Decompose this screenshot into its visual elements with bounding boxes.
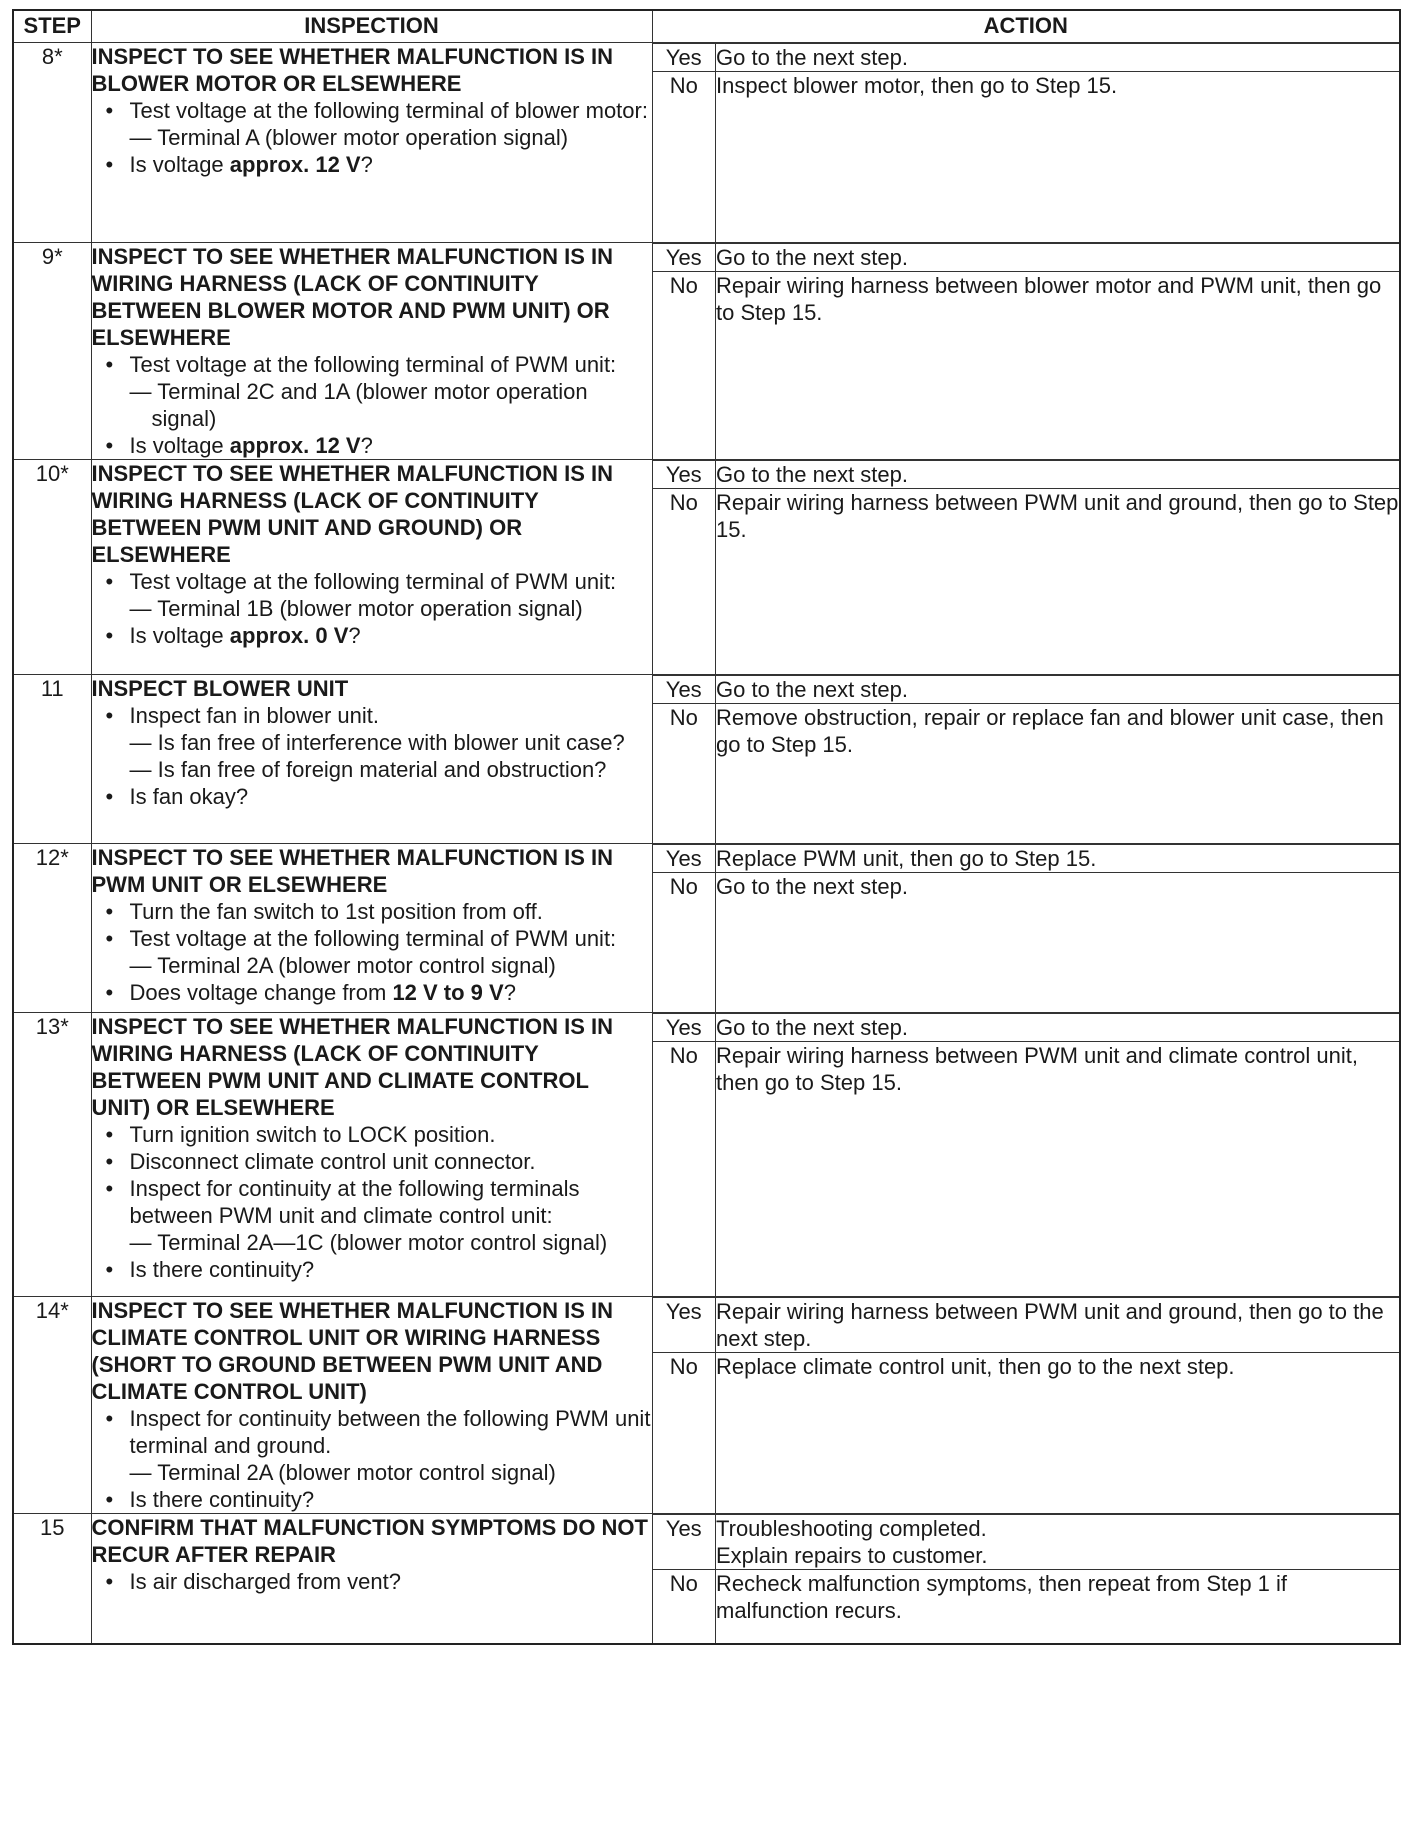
yes-action (716, 1515, 1400, 1570)
sub-item (92, 1229, 652, 1256)
no-label: No (653, 1042, 716, 1297)
yes-label: Yes (653, 1014, 716, 1042)
inspection-title: INSPECT TO SEE WHETHER MALFUNCTION IS IN PWM UNIT OR ELSEWHERE (91, 845, 614, 897)
sub-item (92, 729, 652, 756)
yes-action (716, 845, 1400, 873)
inspection-cell (91, 1514, 652, 1645)
yes-row (653, 676, 1400, 704)
bullet-emphasis: approx. 12 V (229, 152, 361, 177)
inspection-title: INSPECT TO SEE WHETHER MALFUNCTION IS IN WIRING HARNESS (LACK OF CONTINUITY BETWEEN PWM UNIT AND CLIMATE CONTROL UNIT) OR ELSEWHERE (91, 1014, 614, 1120)
result-cell (652, 1514, 1400, 1645)
action-header: ACTION (652, 10, 1400, 43)
bullet-item: • Test voltage at the following terminal of blower motor: (92, 97, 652, 124)
no-row (653, 1570, 1400, 1644)
bullet-item: • Test voltage at the following terminal of PWM unit: (92, 925, 652, 952)
no-row (653, 72, 1400, 243)
result-cell (652, 460, 1400, 675)
yes-row (653, 461, 1400, 489)
inspection-title: CONFIRM THAT MALFUNCTION SYMPTOMS DO NOT RECUR AFTER REPAIR (91, 1515, 648, 1567)
yes-action-text: Go to the next step. (716, 245, 909, 270)
table-row (13, 243, 1400, 460)
yes-row (653, 1298, 1400, 1353)
yes-row (653, 845, 1400, 873)
bullet-item: • Is air discharged from vent? (92, 1568, 652, 1595)
step-number: 9* (13, 243, 91, 460)
bullet-text: Is voltage (129, 623, 230, 648)
diagnostic-table (12, 9, 1401, 1645)
step-number: 14* (13, 1297, 91, 1514)
bullet-text: Is voltage (129, 152, 230, 177)
step-number: 13* (13, 1013, 91, 1297)
yes-row (653, 244, 1400, 272)
bullet-item: • Turn the fan switch to 1st position from off. (92, 898, 652, 925)
bullet-item: • Inspect for continuity at the following terminals between PWM unit and climate control unit: (92, 1175, 652, 1229)
result-table (653, 243, 1400, 459)
bullet-emphasis: approx. 0 V (229, 623, 349, 648)
inspection-header: INSPECTION (91, 10, 652, 43)
step-number: 11 (13, 675, 91, 844)
sub-item (92, 952, 652, 979)
bullet-emphasis: 12 V to 9 V (392, 980, 504, 1005)
yes-action-text-2: Explain repairs to customer. (716, 1543, 988, 1568)
header-row (13, 10, 1400, 43)
step-number: 10* (13, 460, 91, 675)
no-label: No (653, 1353, 716, 1514)
step-header: STEP (13, 10, 91, 43)
result-table (653, 43, 1400, 242)
yes-action-text: Go to the next step. (716, 45, 909, 70)
yes-label: Yes (653, 1515, 716, 1570)
yes-action-text: Go to the next step. (716, 462, 909, 487)
no-action: Repair wiring harness between blower motor and PWM unit, then go to Step 15. (716, 272, 1400, 460)
bullet-item (92, 622, 652, 649)
no-label: No (653, 873, 716, 1013)
no-row (653, 1353, 1400, 1514)
result-cell (652, 43, 1400, 243)
bullet-item: • Is there continuity? (92, 1486, 652, 1513)
inspection-title: INSPECT TO SEE WHETHER MALFUNCTION IS IN CLIMATE CONTROL UNIT OR WIRING HARNESS (SHORT TO GROUND BETWEEN PWM UNIT AND CLIMATE CONTROL UNIT) (91, 1298, 614, 1404)
yes-action-text: Troubleshooting completed. (716, 1516, 987, 1541)
inspection-cell (91, 460, 652, 675)
table-row (13, 844, 1400, 1013)
bullet-text: ? (503, 980, 516, 1005)
no-row (653, 489, 1400, 675)
result-table (653, 1013, 1400, 1296)
bullet-text: ? (360, 433, 373, 458)
no-label: No (653, 72, 716, 243)
no-row (653, 704, 1400, 844)
bullet-item: • Is there continuity? (92, 1256, 652, 1283)
bullet-item: • Test voltage at the following terminal of PWM unit: (92, 351, 652, 378)
inspection-title: INSPECT TO SEE WHETHER MALFUNCTION IS IN WIRING HARNESS (LACK OF CONTINUITY BETWEEN PWM UNIT AND GROUND) OR ELSEWHERE (91, 461, 614, 567)
bullet-text: Does voltage change from (129, 980, 393, 1005)
yes-row (653, 44, 1400, 72)
no-label: No (653, 704, 716, 844)
bullet-item (92, 979, 652, 1006)
no-action: Inspect blower motor, then go to Step 15. (716, 72, 1400, 243)
result-table (653, 844, 1400, 1012)
result-cell (652, 1297, 1400, 1514)
inspection-title: INSPECT TO SEE WHETHER MALFUNCTION IS IN WIRING HARNESS (LACK OF CONTINUITY BETWEEN BLOWER MOTOR AND PWM UNIT) OR ELSEWHERE (91, 244, 614, 350)
bullet-emphasis: approx. 12 V (229, 433, 361, 458)
inspection-cell (91, 1013, 652, 1297)
result-table (653, 460, 1400, 674)
bullet-text: ? (348, 623, 361, 648)
result-cell (652, 1013, 1400, 1297)
sub-item (92, 1459, 652, 1486)
yes-action (716, 244, 1400, 272)
yes-label: Yes (653, 244, 716, 272)
bullet-item: • Test voltage at the following terminal of PWM unit: (92, 568, 652, 595)
bullet-item: • Disconnect climate control unit connector. (92, 1148, 652, 1175)
yes-label: Yes (653, 676, 716, 704)
table-row (13, 675, 1400, 844)
yes-label: Yes (653, 44, 716, 72)
bullet-item: • Inspect for continuity between the following PWM unit terminal and ground. (92, 1405, 652, 1459)
result-table (653, 675, 1400, 843)
yes-action (716, 44, 1400, 72)
inspection-cell (91, 1297, 652, 1514)
yes-action-text: Repair wiring harness between PWM unit and ground, then go to the next step. (716, 1299, 1384, 1351)
yes-label: Yes (653, 845, 716, 873)
inspection-cell (91, 43, 652, 243)
yes-action-text: Replace PWM unit, then go to Step 15. (716, 846, 1097, 871)
bullet-text: Is voltage (129, 433, 230, 458)
yes-label: Yes (653, 461, 716, 489)
yes-action (716, 461, 1400, 489)
sub-item-text: — Terminal 2C and 1A (blower motor operation signal) (129, 379, 588, 431)
result-cell (652, 675, 1400, 844)
table-row (13, 1297, 1400, 1514)
no-row (653, 272, 1400, 460)
no-label: No (653, 489, 716, 675)
yes-action (716, 676, 1400, 704)
sub-item (92, 756, 652, 783)
no-row (653, 873, 1400, 1013)
yes-action (716, 1298, 1400, 1353)
yes-action-text: Go to the next step. (716, 677, 909, 702)
bullet-item: • Is fan okay? (92, 783, 652, 810)
sub-item-text: — Terminal A (blower motor operation signal) (129, 125, 569, 150)
bullet-item: • Inspect fan in blower unit. (92, 702, 652, 729)
no-action: Recheck malfunction symptoms, then repeat from Step 1 if malfunction recurs. (716, 1570, 1400, 1644)
step-number: 12* (13, 844, 91, 1013)
table-row (13, 43, 1400, 243)
no-action: Go to the next step. (716, 873, 1400, 1013)
yes-action (716, 1014, 1400, 1042)
bullet-item (92, 432, 652, 459)
bullet-text: ? (360, 152, 373, 177)
step-number: 8* (13, 43, 91, 243)
yes-label: Yes (653, 1298, 716, 1353)
table-row (13, 1514, 1400, 1645)
no-label: No (653, 1570, 716, 1644)
result-table (653, 1514, 1400, 1643)
sub-item (92, 378, 652, 432)
no-action: Remove obstruction, repair or replace fan and blower unit case, then go to Step 15. (716, 704, 1400, 844)
sub-item-text: — Terminal 2A (blower motor control signal) (129, 1460, 556, 1485)
inspection-cell (91, 844, 652, 1013)
result-table (653, 1297, 1400, 1513)
inspection-title: INSPECT BLOWER UNIT (91, 676, 349, 701)
table-row (13, 460, 1400, 675)
bullet-item (92, 151, 652, 178)
inspection-title: INSPECT TO SEE WHETHER MALFUNCTION IS IN BLOWER MOTOR OR ELSEWHERE (91, 44, 614, 96)
sub-item-text: — Is fan free of interference with blower unit case? (129, 730, 625, 755)
yes-action-text: Go to the next step. (716, 1015, 909, 1040)
yes-row (653, 1014, 1400, 1042)
no-action: Replace climate control unit, then go to the next step. (716, 1353, 1400, 1514)
sub-item-text: — Terminal 1B (blower motor operation signal) (129, 596, 583, 621)
inspection-cell (91, 243, 652, 460)
table-row (13, 1013, 1400, 1297)
result-cell (652, 243, 1400, 460)
sub-item-text: — Terminal 2A—1C (blower motor control signal) (129, 1230, 608, 1255)
sub-item (92, 595, 652, 622)
sub-item-text: — Terminal 2A (blower motor control signal) (129, 953, 556, 978)
bullet-item: • Turn ignition switch to LOCK position. (92, 1121, 652, 1148)
sub-item (92, 124, 652, 151)
yes-row (653, 1515, 1400, 1570)
no-row (653, 1042, 1400, 1297)
no-action: Repair wiring harness between PWM unit and climate control unit, then go to Step 15. (716, 1042, 1400, 1297)
step-number: 15 (13, 1514, 91, 1645)
no-label: No (653, 272, 716, 460)
sub-item-text: — Is fan free of foreign material and obstruction? (129, 757, 607, 782)
result-cell (652, 844, 1400, 1013)
no-action: Repair wiring harness between PWM unit and ground, then go to Step 15. (716, 489, 1400, 675)
inspection-cell (91, 675, 652, 844)
